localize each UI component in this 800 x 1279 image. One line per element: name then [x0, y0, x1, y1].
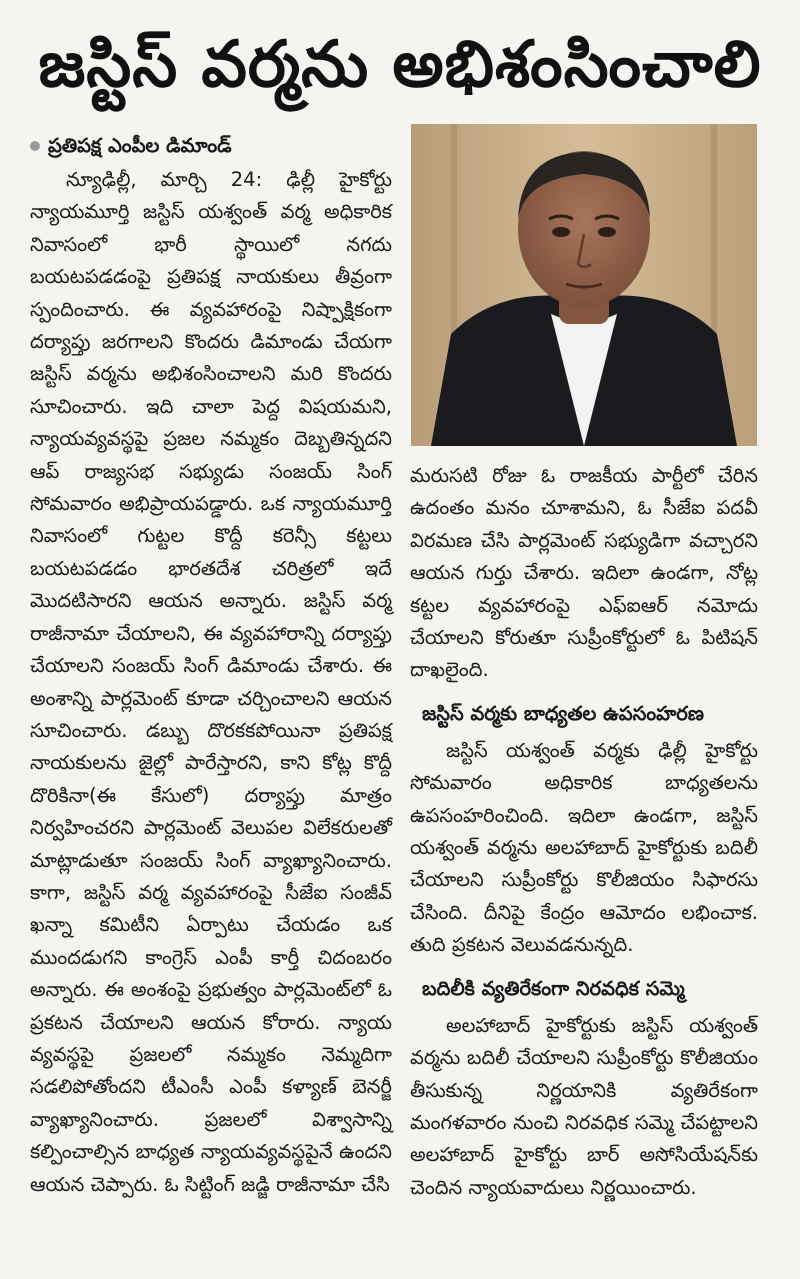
justice-portrait-photo: [411, 124, 757, 446]
section-paragraph: అలహాబాద్ హైకోర్టుకు జస్టిస్ యశ్వంత్ వర్మను బదిలీ చేయాలని సుప్రీంకోర్టు కొలీజియం తీసుకున్న నిర్ణయానికి వ్యతిరేకంగా మంగళవారం నుంచి నిరవధిక సమ్మె చేపట్టాలని అలహాబాద్ హైకోర్టు బార్ అసోసియేషన్‌కు చెందిన న్యాయవాదులు నిర్ణయించారు.: [410, 1013, 758, 1199]
kicker-text: ప్రతిపక్ష ఎంపీల డిమాండ్: [48, 134, 232, 157]
left-column: [30, 130, 392, 1201]
kicker: [30, 130, 392, 162]
grey-dot-icon: [30, 141, 40, 151]
section-paragraph: జస్టిస్ యశ్వంత్ వర్మకు ఢిల్లీ హైకోర్టు సోమవారం అధికారిక బాధ్యతలను ఉపసంహరించింది. ఇదిలా ఉండగా, జస్టిస్ యశ్వంత్ వర్మను అలహాబాద్ హైకోర్టుకు బదిలీ చేయాలని సుప్రీంకోర్టు కొలీజియం సిఫారసు చేసింది. దీనిపై కేంద్రం ఆమోదం లభించాక. తుది ప్రకటన వెలువడనున్నది.: [410, 738, 758, 957]
subhead-responsibilities: జస్టిస్ వర్మకు బాధ్యతల ఉపసంహరణ: [422, 701, 704, 725]
headline: జస్టిస్ వర్మను అభిశంసించాలి: [38, 28, 762, 102]
body-paragraph: న్యూఢిల్లీ, మార్చి 24: ఢిల్లీ హైకోర్టు న్యాయమూర్తి జస్టిస్ యశ్వంత్ వర్మ అధికారిక నివాసంలో భారీ స్థాయిలో నగదు బయటపడడంపై ప్రతిపక్ష నాయకులు తీవ్రంగా స్పందించారు. ఈ వ్యవహారంపై నిష్పాక్షికంగా దర్యాప్తు జరగాలని కొందరు డిమాండు చేయగా జస్టిస్ వర్మను అభిశంసించాలని మరి కొందరు సూచించారు. ఇది చాలా పెద్ద విషయమని, న్యాయవ్యవస్థపై ప్రజల నమ్మకం దెబ్బతిన్నదని ఆప్ రాజ్యసభ సభ్యుడు సంజయ్ సింగ్ సోమవారం అభిప్రాయపడ్డారు. ఒక న్యాయమూర్తి నివాసంలో గుట్టల కొద్దీ కరెన్సీ కట్టలు బయటపడడం భారతదేశ చరిత్రలో ఇదే మొదటిసారని ఆయన అన్నారు. జస్టిస్ వర్మ రాజీనామా చేయాలని, ఈ వ్యవహారాన్ని దర్యాప్తు చేయాలని సంజయ్ సింగ్ డిమాండు చేశారు. ఈ అంశాన్ని పార్లమెంట్ కూడా చర్చించాలని ఆయన సూచించారు. డబ్బు దొరకకపోయినా ప్రతిపక్ష నాయకులను జైల్లో పారేస్తారని, కాని కోట్ల కొద్దీ దొరికినా(ఈ కేసులో) దర్యాప్తు మాత్రం నిర్వహించరని పార్లమెంట్ వెలుపల విలేకరులతో మాట్లాడుతూ సంజయ్ సింగ్ వ్యాఖ్యానించారు. కాగా, జస్టిస్ వర్మ వ్యవహారంపై సీజేఐ సంజీవ్ ఖన్నా కమిటీని ఏర్పాటు చేయడం ఒక ముందడుగని కాంగ్రెస్ ఎంపీ కార్తీ చిదంబరం అన్నారు. ఈ అంశంపై ప్రభుత్వం పార్లమెంట్‌లో ఓ ప్రకటన చేయాలని ఆయన కోరారు. న్యాయ వ్యవస్థపై ప్రజలలో నమ్మకం నెమ్మదిగా సడలిపోతోందని టీఎంసీ ఎంపీ కళ్యాణ్ బెనర్జీ వ్యాఖ్యానించారు. ప్రజలలో విశ్వాసాన్ని కల్పించాల్సిన బాధ్యత న్యాయవ్యవస్థపైనే ఉందని ఆయన చెప్పారు. ఓ సిట్టింగ్ జడ్జి రాజీనామా చేసి: [30, 168, 392, 1196]
right-column: [410, 460, 758, 1204]
portrait-illustration: [411, 124, 757, 446]
continued-paragraph: మరుసటి రోజు ఓ రాజకీయ పార్టీలో చేరిన ఉదంతం మనం చూశామని, ఓ సీజేఐ పదవీ విరమణ చేసి పార్లమెంట్ సభ్యుడిగా వచ్చారని ఆయన గుర్తు చేశారు. ఇదిలా ఉండగా, నోట్ల కట్టల వ్యవహారంపై ఎఫ్ఐఆర్ నమోదు చేయాలని కోరుతూ సుప్రీంకోర్టులో ఓ పిటిషన్ దాఖలైంది.: [410, 464, 758, 682]
subhead-strike: బదిలీకి వ్యతిరేకంగా నిరవధిక సమ్మె: [422, 976, 685, 1000]
